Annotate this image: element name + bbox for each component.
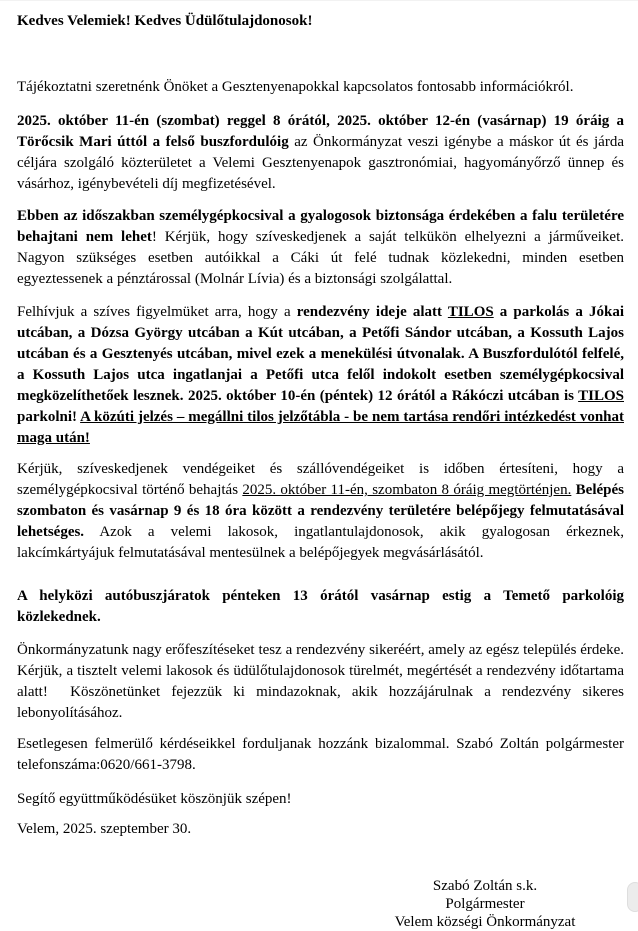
paragraph-occupation bbox=[17, 111, 624, 195]
paragraph-no-entry bbox=[17, 206, 624, 290]
text-segment: Ebben az időszakban személygépkocsival a gyalogosok biztonsága érdekében a falu területére behajtani nem lehet bbox=[17, 208, 624, 245]
text-segment: Esetlegesen felmerülő kérdéseikkel forduljanak hozzánk bizalommal. Szabó Zoltán polgármester telefonszáma:0620/661-3798. bbox=[17, 736, 624, 773]
text-segment: 2025. október 11-én, szombaton 8 óráig megtörténjen. bbox=[242, 482, 572, 498]
text-segment: Belépés szombaton és vasárnap 9 és 18 óra között a rendezvény területére belépőjegy felmutatásával lehetséges. bbox=[17, 482, 624, 540]
page-top-edge bbox=[0, 0, 638, 1]
text-segment: Segítő együttműködésüket köszönjük szépen! bbox=[17, 791, 292, 807]
text-segment: a parkolás a Jókai utcában, a Dózsa György utcában a Kút utcában, a Petőfi Sándor utcában, a Kossuth Lajos utcában és a Gesztenyés utcában, mivel ezek a menekülési útvonalak. A Buszfordulótól felfelé, a Kossuth Lajos utca ingatlanjai a Petőfi utca felől indokolt esetben személygépkocsival megközelíthetőek lesznek. 2025. október 10-én (péntek) 12 órától a Rákóczi utcában is bbox=[17, 304, 624, 404]
text-segment: Tájékoztatni szeretnénk Önöket a Gesztenyenapokkal kapcsolatos fontosabb információkról. bbox=[17, 79, 574, 95]
text-segment: Önkormányzatunk nagy erőfeszítéseket tesz a rendezvény sikeréért, amely az egész település érdeke. Kérjük, a tisztelt velemi lakosok és üdülőtulajdonosok türelmét, megértését a rendezvény időtartama alatt! Köszönetünket fejezzük ki mindazoknak, akik hozzájárulnak a rendezvény sikeres lebonyolításához. bbox=[17, 642, 624, 721]
scrollbar-thumb[interactable] bbox=[627, 882, 638, 912]
text-segment: Velem, 2025. szeptember 30. bbox=[17, 821, 192, 837]
signature-block bbox=[350, 877, 620, 931]
paragraph-guests bbox=[17, 459, 624, 564]
signature-name: Szabó Zoltán s.k. bbox=[432, 878, 538, 894]
text-segment: az Önkormányzat veszi igénybe a máskor út és járda céljára szolgáló közterületet a Velemi Gesztenyenapok gasztronómiai, hagyományőrző ünnep és vásárhoz, igénybevételi díj megfizetésével. bbox=[17, 134, 624, 192]
paragraph-municipality bbox=[17, 640, 624, 724]
text-segment: ! Kérjük, hogy szíveskedjenek a saját telkükön elhelyezni a járműveiket. Nagyon szükséges esetben autóikkal a Cáki út felé tudnak közlekedni, minden esetben egyeztessenek a pénztárossal (Molnár Lívia) és a biztonsági szolgálattal. bbox=[17, 229, 624, 287]
text-segment: rendezvény ideje alatt bbox=[296, 304, 448, 320]
text-segment: TILOS bbox=[447, 304, 494, 320]
text-segment: TILOS bbox=[578, 388, 624, 404]
document-title: Kedves Velemiek! Kedves Üdülőtulajdonosok! bbox=[17, 13, 313, 29]
text-segment: parkolni! bbox=[17, 409, 81, 425]
text-segment: A közúti jelzés – megállni tilos jelzőtábla - be nem tartása rendőri intézkedést vonhat maga után! bbox=[17, 409, 624, 446]
text-segment: 2025. október 11-én (szombat) reggel 8 órától, 2025. október 12-én (vasárnap) 19 óráig a Törőcsik Mari úttól a felső buszfordulóig bbox=[17, 113, 624, 150]
paragraph-buses bbox=[17, 586, 624, 628]
signature-org: Velem községi Önkormányzat bbox=[394, 914, 576, 930]
text-segment: Kérjük, szíveskedjenek vendégeiket és szállóvendégeiket is időben értesíteni, hogy a személygépkocsival történő behajtás bbox=[17, 461, 624, 498]
document-body bbox=[17, 77, 624, 840]
paragraph-parking-ban bbox=[17, 302, 624, 449]
text-segment: A helyközi autóbuszjáratok pénteken 13 órától vasárnap estig a Temető parkolóig közlekednek. bbox=[17, 588, 624, 625]
paragraph-thanks bbox=[17, 789, 624, 810]
paragraph-contact bbox=[17, 734, 624, 776]
paragraph-intro bbox=[17, 77, 624, 98]
text-segment: Azok a velemi lakosok, ingatlantulajdonosok, akik gyalogosan érkeznek, lakcímkártyájuk felmutatásával mentesülnek a belépőjegyek megvásárlásától. bbox=[17, 524, 624, 561]
paragraph-dateline bbox=[17, 819, 624, 840]
text-segment: Felhívjuk a szíves figyelmüket arra, hogy a bbox=[17, 304, 297, 320]
signature-role: Polgármester bbox=[445, 896, 525, 912]
